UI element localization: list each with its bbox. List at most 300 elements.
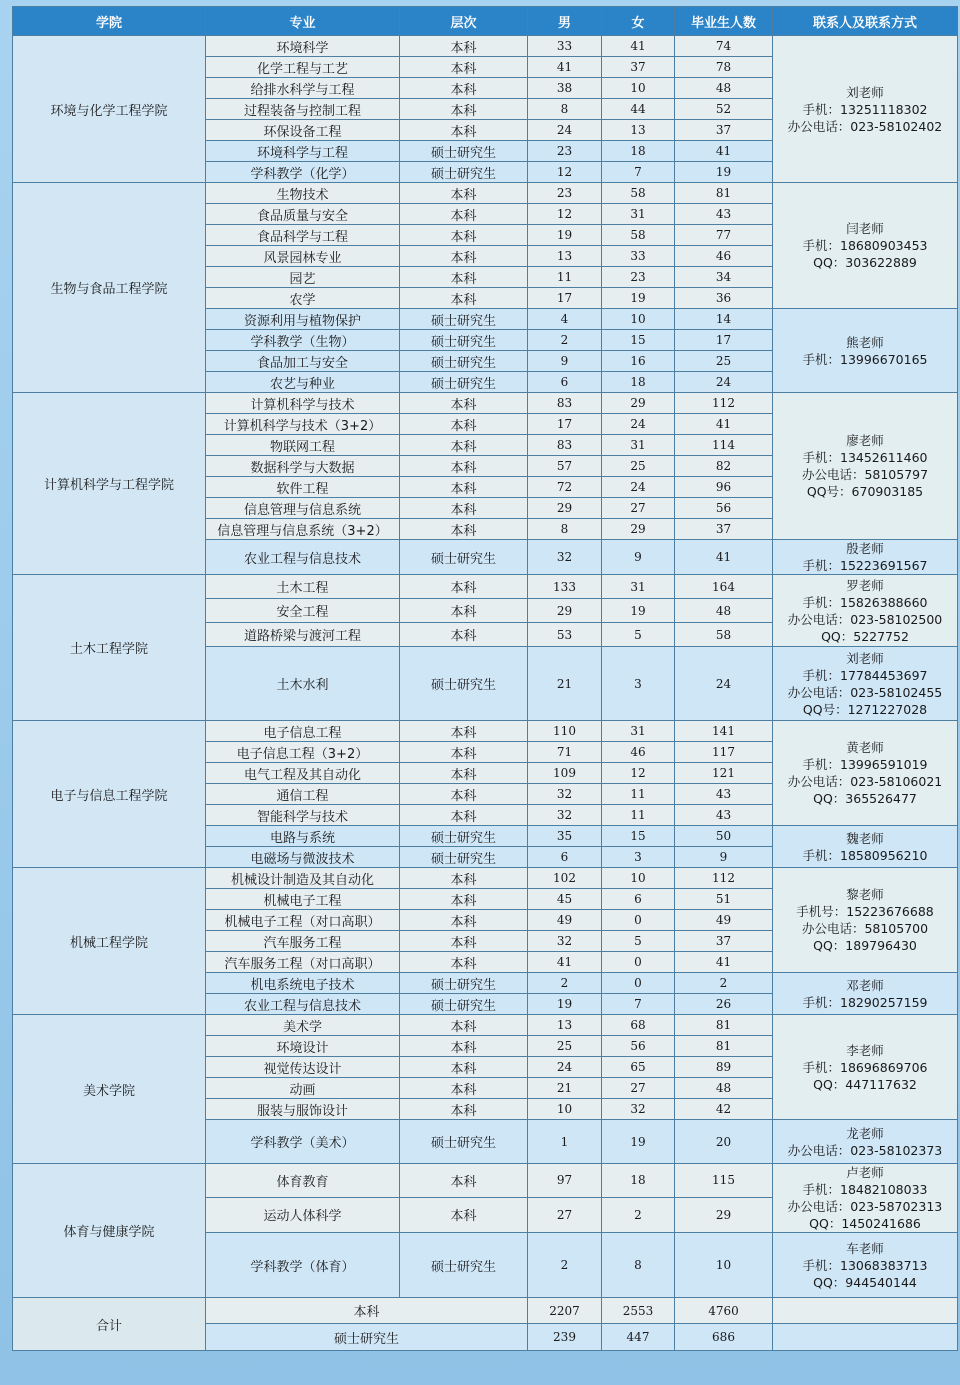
total-count: 112 (675, 393, 773, 414)
female-count: 7 (602, 994, 675, 1015)
male-count: 9 (528, 351, 602, 372)
female-count: 19 (602, 1120, 675, 1164)
male-count: 24 (528, 1057, 602, 1078)
total-female: 2553 (602, 1298, 675, 1324)
major-cell: 服装与服饰设计 (206, 1099, 400, 1120)
contact-detail: 手机：18290257159 (802, 994, 928, 1010)
total-count: 48 (675, 78, 773, 99)
total-count: 43 (675, 204, 773, 225)
female-count: 29 (602, 393, 675, 414)
major-cell: 计算机科学与技术 (206, 393, 400, 414)
contact-cell (773, 36, 958, 183)
male-count: 2 (528, 973, 602, 994)
header-college: 学院 (13, 7, 206, 36)
male-count: 133 (528, 575, 602, 599)
total-count: 10 (675, 1233, 773, 1298)
total-count: 37 (675, 931, 773, 952)
total-count: 58 (675, 623, 773, 647)
college-name: 电子与信息工程学院 (13, 721, 206, 868)
total-male: 2207 (528, 1298, 602, 1324)
total-row (13, 1298, 958, 1324)
major-cell: 视觉传达设计 (206, 1057, 400, 1078)
male-count: 83 (528, 393, 602, 414)
contact-cell (773, 826, 958, 868)
female-count: 29 (602, 519, 675, 540)
major-cell: 学科教学（体育） (206, 1233, 400, 1298)
total-count: 56 (675, 498, 773, 519)
major-cell: 运动人体科学 (206, 1197, 400, 1232)
level-cell: 本科 (400, 623, 528, 647)
female-count: 32 (602, 1099, 675, 1120)
major-cell: 智能科学与技术 (206, 805, 400, 826)
male-count: 32 (528, 540, 602, 575)
male-count: 97 (528, 1164, 602, 1198)
total-count: 41 (675, 952, 773, 973)
female-count: 5 (602, 623, 675, 647)
total-count: 82 (675, 456, 773, 477)
level-cell: 硕士研究生 (400, 351, 528, 372)
contact-name: 车老师 (846, 1240, 884, 1256)
male-count: 35 (528, 826, 602, 847)
level-cell: 硕士研究生 (400, 330, 528, 351)
level-cell: 本科 (400, 1099, 528, 1120)
major-cell: 环保设备工程 (206, 120, 400, 141)
level-cell: 本科 (400, 435, 528, 456)
major-cell: 机械电子工程 (206, 889, 400, 910)
contact-cell (773, 183, 958, 309)
major-cell: 资源利用与植物保护 (206, 309, 400, 330)
total-count: 41 (675, 414, 773, 435)
female-count: 11 (602, 805, 675, 826)
female-count: 12 (602, 763, 675, 784)
major-cell: 电子信息工程 (206, 721, 400, 742)
male-count: 2 (528, 1233, 602, 1298)
female-count: 58 (602, 225, 675, 246)
contact-detail: 手机：18580956210 (802, 847, 928, 863)
total-count: 41 (675, 141, 773, 162)
female-count: 44 (602, 99, 675, 120)
contact-detail: 办公电话：58105797 (801, 467, 929, 482)
male-count: 23 (528, 183, 602, 204)
female-count: 37 (602, 57, 675, 78)
level-cell: 本科 (400, 519, 528, 540)
level-cell: 本科 (400, 267, 528, 288)
level-cell: 本科 (400, 910, 528, 931)
major-cell: 农学 (206, 288, 400, 309)
major-cell: 食品加工与安全 (206, 351, 400, 372)
female-count: 24 (602, 477, 675, 498)
major-cell: 生物技术 (206, 183, 400, 204)
contact-detail: 手机：15223691567 (802, 558, 928, 573)
table-row (13, 393, 958, 414)
contact-detail: 办公电话：58105700 (801, 921, 929, 936)
total-count: 81 (675, 183, 773, 204)
major-cell: 土木水利 (206, 647, 400, 721)
female-count: 58 (602, 183, 675, 204)
female-count: 0 (602, 910, 675, 931)
major-cell: 机械设计制造及其自动化 (206, 868, 400, 889)
header-total: 毕业生人数 (675, 7, 773, 36)
major-cell: 安全工程 (206, 599, 400, 623)
total-count: 24 (675, 372, 773, 393)
male-count: 17 (528, 414, 602, 435)
contact-detail: QQ：303622889 (813, 255, 917, 270)
male-count: 29 (528, 599, 602, 623)
female-count: 46 (602, 742, 675, 763)
major-cell: 信息管理与信息系统 (206, 498, 400, 519)
male-count: 32 (528, 805, 602, 826)
contact-detail: 手机：18680903453 (802, 238, 928, 253)
contact-cell (773, 540, 958, 575)
contact-detail: 办公电话：023-58702313 (787, 1199, 943, 1214)
female-count: 8 (602, 1233, 675, 1298)
level-cell: 本科 (400, 575, 528, 599)
level-cell: 本科 (400, 246, 528, 267)
level-cell: 本科 (400, 784, 528, 805)
total-count: 29 (675, 1197, 773, 1232)
header-level: 层次 (400, 7, 528, 36)
college-name: 美术学院 (13, 1015, 206, 1164)
level-cell: 本科 (400, 120, 528, 141)
total-contact-empty (773, 1324, 958, 1351)
contact-cell (773, 1120, 958, 1164)
major-cell: 美术学 (206, 1015, 400, 1036)
table-row (13, 36, 958, 57)
male-count: 17 (528, 288, 602, 309)
major-cell: 电路与系统 (206, 826, 400, 847)
total-contact-empty (773, 1298, 958, 1324)
level-cell: 本科 (400, 889, 528, 910)
total-count: 48 (675, 599, 773, 623)
header-major: 专业 (206, 7, 400, 36)
male-count: 19 (528, 994, 602, 1015)
header-row (13, 7, 958, 36)
male-count: 2 (528, 330, 602, 351)
level-cell: 本科 (400, 931, 528, 952)
total-count: 20 (675, 1120, 773, 1164)
male-count: 23 (528, 141, 602, 162)
major-cell: 环境设计 (206, 1036, 400, 1057)
male-count: 49 (528, 910, 602, 931)
male-count: 109 (528, 763, 602, 784)
total-count: 81 (675, 1015, 773, 1036)
major-cell: 化学工程与工艺 (206, 57, 400, 78)
major-cell: 道路桥梁与渡河工程 (206, 623, 400, 647)
contact-cell (773, 647, 958, 721)
header-male: 男 (528, 7, 602, 36)
contact-cell (773, 575, 958, 647)
total-count: 25 (675, 351, 773, 372)
total-count: 19 (675, 162, 773, 183)
level-cell: 本科 (400, 1036, 528, 1057)
major-cell: 学科教学（美术） (206, 1120, 400, 1164)
male-count: 12 (528, 162, 602, 183)
female-count: 31 (602, 721, 675, 742)
major-cell: 电磁场与微波技术 (206, 847, 400, 868)
major-cell: 通信工程 (206, 784, 400, 805)
level-cell: 本科 (400, 414, 528, 435)
level-cell: 本科 (400, 1164, 528, 1198)
level-cell: 本科 (400, 456, 528, 477)
contact-detail: QQ号：670903185 (806, 484, 924, 499)
college-name: 环境与化学工程学院 (13, 36, 206, 183)
female-count: 10 (602, 309, 675, 330)
major-cell: 物联网工程 (206, 435, 400, 456)
female-count: 68 (602, 1015, 675, 1036)
female-count: 24 (602, 414, 675, 435)
total-count: 164 (675, 575, 773, 599)
male-count: 6 (528, 847, 602, 868)
major-cell: 数据科学与大数据 (206, 456, 400, 477)
male-count: 29 (528, 498, 602, 519)
female-count: 11 (602, 784, 675, 805)
male-count: 25 (528, 1036, 602, 1057)
level-cell: 硕士研究生 (400, 372, 528, 393)
total-count: 17 (675, 330, 773, 351)
female-count: 15 (602, 826, 675, 847)
female-count: 10 (602, 78, 675, 99)
contact-detail: 手机：18482108033 (802, 1182, 928, 1197)
male-count: 45 (528, 889, 602, 910)
contact-detail: 办公电话：023-58102373 (787, 1142, 943, 1158)
male-count: 8 (528, 99, 602, 120)
total-count: 36 (675, 288, 773, 309)
total-count: 48 (675, 1078, 773, 1099)
college-name: 土木工程学院 (13, 575, 206, 721)
level-cell: 硕士研究生 (400, 994, 528, 1015)
level-cell: 硕士研究生 (400, 540, 528, 575)
contact-name: 廖老师 (846, 433, 884, 448)
total-count: 51 (675, 889, 773, 910)
male-count: 8 (528, 519, 602, 540)
female-count: 6 (602, 889, 675, 910)
major-cell: 电子信息工程（3+2） (206, 742, 400, 763)
level-cell: 本科 (400, 99, 528, 120)
level-cell: 本科 (400, 498, 528, 519)
male-count: 21 (528, 647, 602, 721)
level-cell: 硕士研究生 (400, 1120, 528, 1164)
female-count: 18 (602, 372, 675, 393)
total-count: 37 (675, 120, 773, 141)
total-count: 9 (675, 847, 773, 868)
female-count: 13 (602, 120, 675, 141)
total-count: 46 (675, 246, 773, 267)
total-count: 37 (675, 519, 773, 540)
male-count: 53 (528, 623, 602, 647)
contact-cell (773, 1164, 958, 1233)
total-count: 49 (675, 910, 773, 931)
level-cell: 本科 (400, 1057, 528, 1078)
female-count: 18 (602, 1164, 675, 1198)
major-cell: 农业工程与信息技术 (206, 994, 400, 1015)
contact-detail: QQ：1450241686 (809, 1216, 921, 1231)
female-count: 27 (602, 498, 675, 519)
table-row (13, 721, 958, 742)
female-count: 31 (602, 204, 675, 225)
female-count: 31 (602, 575, 675, 599)
female-count: 56 (602, 1036, 675, 1057)
contact-name: 刘老师 (846, 84, 884, 100)
major-cell: 汽车服务工程（对口高职） (206, 952, 400, 973)
total-count: 43 (675, 784, 773, 805)
total-count: 24 (675, 647, 773, 721)
total-label: 合计 (13, 1298, 206, 1351)
major-cell: 电气工程及其自动化 (206, 763, 400, 784)
total-male: 239 (528, 1324, 602, 1351)
contact-detail: QQ：944540144 (813, 1274, 917, 1290)
level-cell: 本科 (400, 721, 528, 742)
contact-cell (773, 973, 958, 1015)
level-cell: 硕士研究生 (400, 141, 528, 162)
level-cell: 本科 (400, 183, 528, 204)
level-cell: 本科 (400, 1015, 528, 1036)
female-count: 19 (602, 599, 675, 623)
female-count: 0 (602, 973, 675, 994)
major-cell: 给排水科学与工程 (206, 78, 400, 99)
major-cell: 风景园林专业 (206, 246, 400, 267)
level-cell: 本科 (400, 868, 528, 889)
college-name: 生物与食品工程学院 (13, 183, 206, 393)
contact-name: 罗老师 (846, 577, 884, 593)
major-cell: 学科教学（生物） (206, 330, 400, 351)
total-count: 141 (675, 721, 773, 742)
male-count: 13 (528, 246, 602, 267)
level-cell: 本科 (400, 477, 528, 498)
total-count: 96 (675, 477, 773, 498)
contact-detail: 手机：13996591019 (802, 757, 928, 772)
female-count: 3 (602, 647, 675, 721)
major-cell: 农业工程与信息技术 (206, 540, 400, 575)
female-count: 19 (602, 288, 675, 309)
major-cell: 计算机科学与技术（3+2） (206, 414, 400, 435)
male-count: 110 (528, 721, 602, 742)
major-cell: 体育教育 (206, 1164, 400, 1198)
header-contact: 联系人及联系方式 (773, 7, 958, 36)
female-count: 31 (602, 435, 675, 456)
college-name: 计算机科学与工程学院 (13, 393, 206, 575)
total-count: 121 (675, 763, 773, 784)
major-cell: 环境科学 (206, 36, 400, 57)
total-count: 74 (675, 36, 773, 57)
total-level: 本科 (206, 1298, 528, 1324)
level-cell: 硕士研究生 (400, 847, 528, 868)
major-cell: 机电系统电子技术 (206, 973, 400, 994)
table-row (13, 183, 958, 204)
level-cell: 本科 (400, 1078, 528, 1099)
male-count: 32 (528, 784, 602, 805)
major-cell: 园艺 (206, 267, 400, 288)
level-cell: 本科 (400, 204, 528, 225)
major-cell: 机械电子工程（对口高职） (206, 910, 400, 931)
female-count: 41 (602, 36, 675, 57)
total-count: 77 (675, 225, 773, 246)
level-cell: 硕士研究生 (400, 1233, 528, 1298)
female-count: 3 (602, 847, 675, 868)
contact-detail: 手机：17784453697 (802, 667, 928, 683)
male-count: 41 (528, 57, 602, 78)
contact-detail: QQ号：1271227028 (802, 701, 928, 717)
college-name: 体育与健康学院 (13, 1164, 206, 1298)
male-count: 57 (528, 456, 602, 477)
female-count: 7 (602, 162, 675, 183)
female-count: 65 (602, 1057, 675, 1078)
level-cell: 本科 (400, 805, 528, 826)
female-count: 33 (602, 246, 675, 267)
female-count: 16 (602, 351, 675, 372)
contact-detail: 办公电话：023-58102500 (787, 611, 943, 627)
total-level: 硕士研究生 (206, 1324, 528, 1351)
major-cell: 环境科学与工程 (206, 141, 400, 162)
male-count: 19 (528, 225, 602, 246)
contact-cell (773, 393, 958, 540)
level-cell: 本科 (400, 36, 528, 57)
level-cell: 本科 (400, 952, 528, 973)
male-count: 13 (528, 1015, 602, 1036)
female-count: 10 (602, 868, 675, 889)
contact-detail: QQ：365526477 (813, 791, 917, 806)
table-row (13, 1015, 958, 1036)
contact-detail: 手机：18696869706 (802, 1059, 928, 1075)
contact-name: 黎老师 (846, 887, 884, 902)
total-count: 112 (675, 868, 773, 889)
contact-detail: 手机：13251118302 (802, 101, 928, 117)
contact-detail: 手机：15826388660 (802, 594, 928, 610)
total-count: 41 (675, 540, 773, 575)
graduate-statistics-table (12, 6, 958, 1351)
male-count: 1 (528, 1120, 602, 1164)
contact-detail: 手机号：15223676688 (796, 904, 934, 919)
female-count: 0 (602, 952, 675, 973)
total-graduates: 4760 (675, 1298, 773, 1324)
male-count: 12 (528, 204, 602, 225)
female-count: 25 (602, 456, 675, 477)
total-count: 78 (675, 57, 773, 78)
contact-name: 邓老师 (846, 977, 884, 993)
level-cell: 本科 (400, 57, 528, 78)
female-count: 5 (602, 931, 675, 952)
female-count: 18 (602, 141, 675, 162)
major-cell: 农艺与种业 (206, 372, 400, 393)
level-cell: 本科 (400, 599, 528, 623)
level-cell: 硕士研究生 (400, 162, 528, 183)
female-count: 23 (602, 267, 675, 288)
major-cell: 土木工程 (206, 575, 400, 599)
college-name: 机械工程学院 (13, 868, 206, 1015)
total-count: 50 (675, 826, 773, 847)
major-cell: 汽车服务工程 (206, 931, 400, 952)
female-count: 9 (602, 540, 675, 575)
male-count: 38 (528, 78, 602, 99)
male-count: 41 (528, 952, 602, 973)
contact-detail: 办公电话：023-58102402 (787, 118, 943, 134)
male-count: 27 (528, 1197, 602, 1232)
contact-detail: 手机：13068383713 (802, 1257, 928, 1273)
table-row (13, 868, 958, 889)
contact-detail: QQ：447117632 (813, 1076, 917, 1092)
contact-cell (773, 868, 958, 973)
male-count: 11 (528, 267, 602, 288)
total-count: 115 (675, 1164, 773, 1198)
major-cell: 食品质量与安全 (206, 204, 400, 225)
male-count: 10 (528, 1099, 602, 1120)
male-count: 71 (528, 742, 602, 763)
contact-name: 龙老师 (846, 1125, 884, 1141)
contact-cell (773, 721, 958, 826)
female-count: 15 (602, 330, 675, 351)
contact-detail: 手机：13996670165 (802, 351, 928, 367)
male-count: 4 (528, 309, 602, 330)
level-cell: 本科 (400, 1197, 528, 1232)
